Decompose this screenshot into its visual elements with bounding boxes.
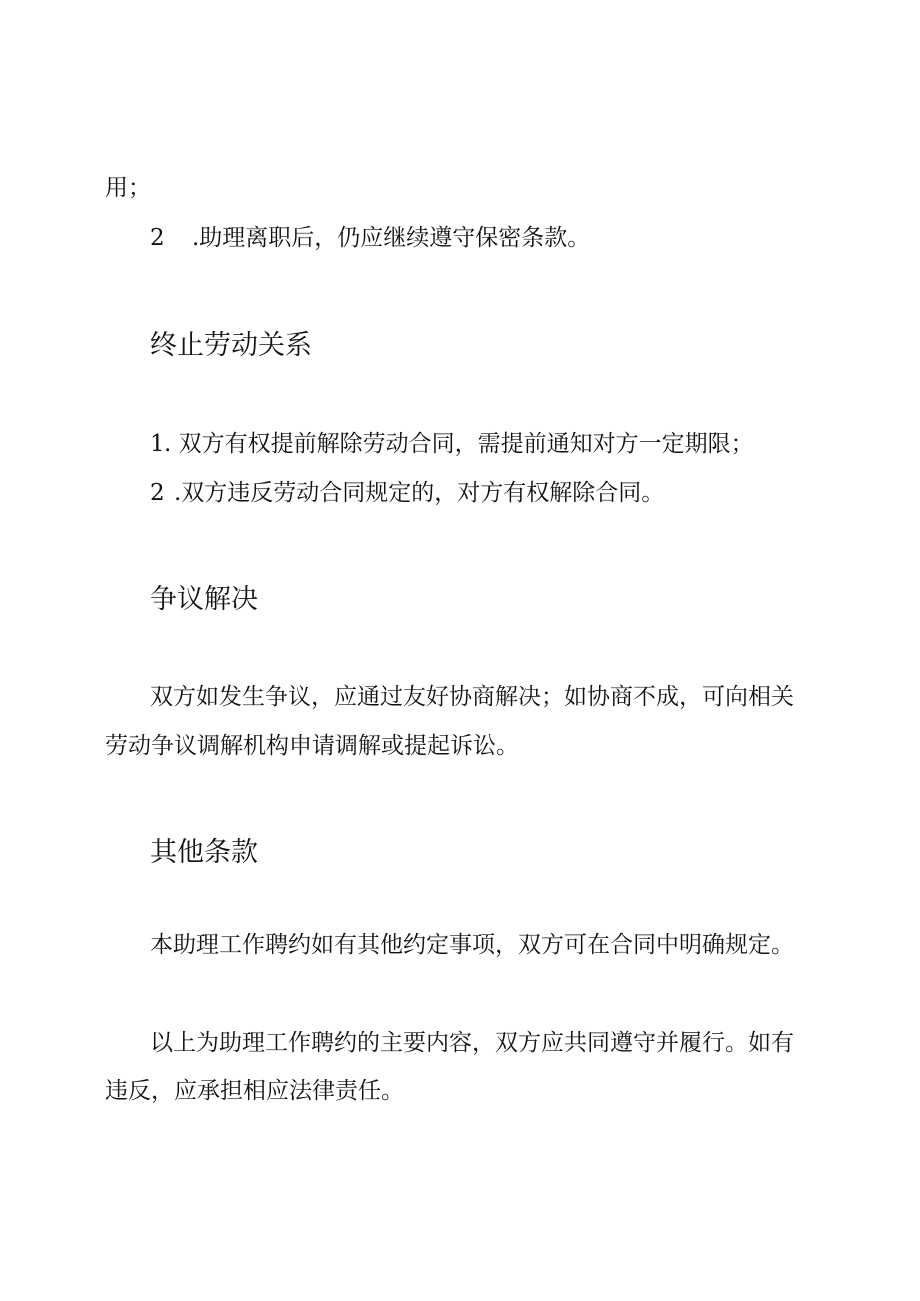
list-item-text: . 双方有权提前解除劳动合同，需提前通知对方一定期限； [164,431,754,457]
conclusion-line-1: 以上为助理工作聘约的主要内容，双方应共同遵守并履行。如有 [150,1030,794,1056]
continued-text-tail: 用； [105,175,151,201]
confidentiality-item-2 [150,222,590,254]
dispute-paragraph-line-1: 双方如发生争议，应通过友好协商解决；如协商不成，可向相关 [150,684,794,710]
list-item-text: .助理离职后，仍应继续遵守保密条款。 [192,225,591,251]
list-number: 1 [150,431,165,457]
section-heading-termination: 终止劳动关系 [150,330,312,361]
termination-item-2 [150,477,664,509]
section-heading-dispute: 争议解决 [150,584,258,615]
list-number: 2 [150,225,165,251]
section-heading-other: 其他条款 [150,837,258,868]
other-terms-paragraph: 本助理工作聘约如有其他约定事项，双方可在合同中明确规定。 [150,932,794,958]
list-item-text: .双方违反劳动合同规定的，对方有权解除合同。 [174,480,665,506]
conclusion-line-2: 违反，应承担相应法律责任。 [105,1078,404,1104]
dispute-paragraph-line-2: 劳动争议调解机构申请调解或提起诉讼。 [105,733,519,759]
list-number: 2 [150,480,165,506]
termination-item-1 [150,428,754,460]
